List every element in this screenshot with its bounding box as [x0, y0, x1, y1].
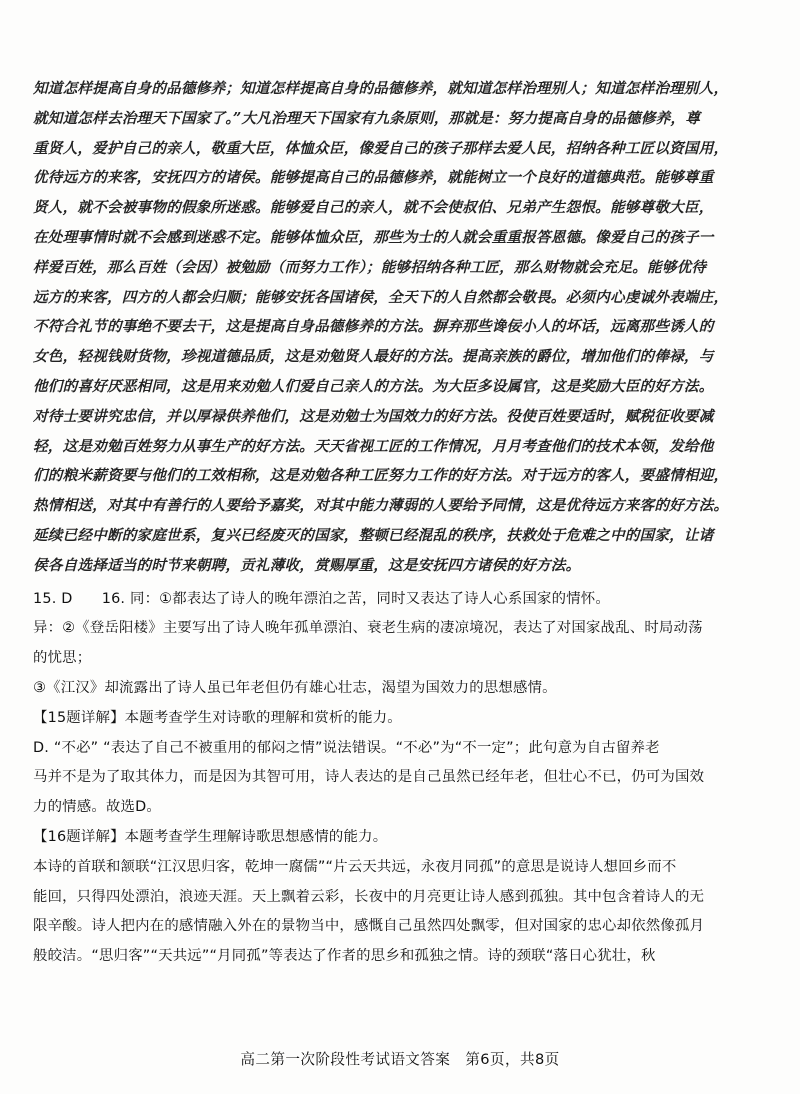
handwritten-line: 在处理事情时就不会感到迷惑不定。能够体恤众臣，那些为士的人就会重重报答恩德。像爱自己的孩子一	[33, 228, 714, 246]
answer-line: 限辛酸。诗人把内在的感情融入外在的景物当中，感慨自己虽然四处飘零，但对国家的忠心却依然像孤月	[33, 918, 705, 935]
handwritten-line: 优待远方的来客，安抚四方的诸侯。能够提高自己的品德修养，就能树立一个良好的道德典范。能够尊重	[33, 169, 714, 187]
handwritten-line: 贤人，就不会被事物的假象所迷惑。能够爱自己的亲人，就不会使叔伯、兄弟产生怨恨。能够尊敬大臣，	[33, 199, 714, 217]
handwritten-line: 他们的喜好厌恶相同，这是用来劝勉人们爱自己亲人的方法。为大臣多设属官，这是奖励大臣的好方法。	[33, 377, 714, 395]
handwritten-line: 轻，这是劝勉百姓努力从事生产的好方法。天天省视工匠的工作情况，月月考查他们的技术本领，发给他	[33, 437, 714, 455]
handwritten-line: 女色，轻视钱财货物，珍视道德品质，这是劝勉贤人最好的方法。提高亲族的爵位，增加他们的俸禄，与	[33, 348, 714, 366]
page-footer: 高二第一次阶段性考试语文答案 第6页，共8页	[240, 1051, 560, 1068]
handwritten-line: 侯各自选择适当的时节来朝聘，贡礼薄收，赏赐厚重，这是安抚四方诸侯的好方法。	[33, 556, 581, 574]
answer-line: 般皎洁。“思归客”“天共远”“月同孤”等表达了作者的思乡和孤独之情。诗的颈联“落日心犹壮，秋	[33, 948, 656, 965]
handwritten-line: 就知道怎样去治理天下国家了。”大凡治理天下国家有九条原则，那就是：努力提高自身的品德修养，尊	[33, 109, 701, 127]
answer-line: ③《江汉》却流露出了诗人虽已年老但仍有雄心壮志，渴望为国效力的思想感情。	[33, 679, 557, 696]
printed-answers	[33, 585, 773, 972]
q16-detail-heading: 【16题详解】本题考查学生理解诗歌思想感情的能力。	[33, 828, 388, 845]
answer-line: D. “不必” “表达了自己不被重用的郁闷之情”说法错误。“不必”为“不一定”；此句意为自古留养老	[33, 739, 660, 756]
handwritten-translation	[33, 74, 773, 581]
answer-line: 本诗的首联和颔联“江汉思归客，乾坤一腐儒”“片云天共远，永夜月同孤”的意思是说诗人想回乡而不	[33, 858, 677, 875]
answer-line-15-16: 15. D 16. 同：①都表达了诗人的晚年漂泊之苦，同时又表达了诗人心系国家的情怀。	[33, 590, 610, 607]
answer-line: 异：②《登岳阳楼》主要写出了诗人晚年孤单漂泊、衰老生病的凄凉境况，表达了对国家战乱、时局动荡	[33, 620, 703, 637]
handwritten-line: 热情相送，对其中有善行的人要给予嘉奖，对其中能力薄弱的人要给予同情，这是优待远方来客的好方法。	[33, 497, 729, 515]
handwritten-line: 对待士要讲究忠信，并以厚禄供养他们，这是劝勉士为国效力的好方法。役使百姓要适时，赋税征收要减	[33, 407, 714, 425]
handwritten-line: 们的粮米薪资要与他们的工效相称，这是劝勉各种工匠努力工作的好方法。对于远方的客人，要盛情相迎，	[33, 467, 729, 485]
answer-line: 的忧思；	[33, 650, 92, 667]
q15-detail-heading: 【15题详解】本题考查学生对诗歌的理解和赏析的能力。	[33, 709, 402, 726]
handwritten-line: 样爱百姓，那么百姓（会因）被勉励（而努力工作）；能够招纳各种工匠，那么财物就会充足。能够优待	[33, 258, 707, 276]
handwritten-line: 不符合礼节的事绝不要去干，这是提高自身品德修养的方法。摒弃那些谗佞小人的坏话，远离那些诱人的	[33, 318, 714, 336]
answer-line: 力的情感。故选D。	[33, 799, 162, 816]
handwritten-line: 重贤人，爱护自己的亲人，敬重大臣，体恤众臣，像爱自己的孩子那样去爱人民，招纳各种工匠以资国用，	[33, 139, 729, 157]
handwritten-line: 知道怎样提高自身的品德修养；知道怎样提高自身的品德修养，就知道怎样治理别人；知道怎样治理别人，	[33, 80, 729, 97]
answer-line: 马并不是为了取其体力，而是因为其智可用，诗人表达的是自己虽然已经年老，但壮心不已，仍可为国效	[33, 769, 705, 786]
handwritten-line: 远方的来客，四方的人都会归顺；能够安抚各国诸侯，全天下的人自然都会敬畏。必须内心虔诚外表端庄，	[33, 288, 729, 306]
page-content	[33, 74, 773, 972]
answer-line: 能回，只得四处漂泊，浪迹天涯。天上飘着云彩，长夜中的月亮更让诗人感到孤独。其中包含着诗人的无	[33, 888, 705, 905]
handwritten-line: 延续已经中断的家庭世系，复兴已经废灭的国家，整顿已经混乱的秩序，扶救处于危难之中的国家，让诸	[33, 526, 714, 544]
